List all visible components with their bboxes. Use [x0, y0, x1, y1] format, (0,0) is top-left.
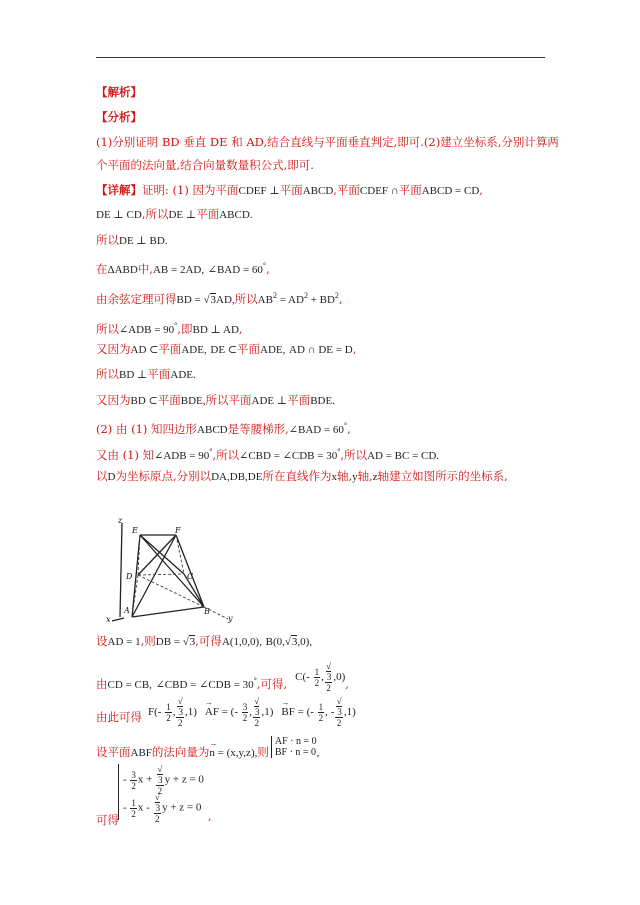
sup: 2: [272, 291, 277, 300]
text: 设: [96, 634, 108, 648]
math: AD,: [216, 293, 235, 306]
num: 1: [318, 701, 324, 712]
math: AD = BC = CD.: [367, 449, 440, 462]
text: 由余弦定理可得: [96, 291, 177, 306]
math: ABCD = CD: [421, 185, 480, 197]
detail-line-12: [96, 468, 508, 485]
degree: °: [337, 447, 341, 456]
math: DE ⊥: [168, 209, 197, 221]
math: ∠CBD = ∠CDB = 30: [239, 449, 338, 462]
after-line-13: 设AD = 1,则DB = √3,可得A(1,0,0), B(0,√3,0),: [96, 634, 313, 648]
frac: [165, 702, 172, 723]
sup: 2: [303, 291, 308, 300]
text: 平面: [157, 393, 181, 407]
degree: °: [209, 447, 213, 456]
text: ,1): [184, 706, 197, 718]
frac: [130, 770, 137, 791]
vector-AF: → AF = (- $\frac{3}{2}$ , √ 3 2 ,1): [205, 706, 274, 718]
math: DB =: [155, 636, 183, 648]
math: ABCD: [197, 423, 228, 436]
den: 2: [336, 718, 342, 729]
analysis-line-2: 个平面的法向量,结合向量数量积公式,即可.: [96, 158, 314, 172]
math: DE: [247, 471, 263, 483]
math: CDEF ∩: [359, 185, 399, 197]
math: ADE.: [170, 369, 196, 381]
num: 1: [166, 701, 171, 712]
den: 2: [131, 808, 136, 819]
text: 可得: [96, 813, 119, 827]
eq: AF · n = 0: [274, 736, 317, 747]
num: 3: [337, 707, 342, 718]
text: 的法向量为: [151, 745, 210, 759]
text: 平面: [398, 183, 422, 197]
equation-system: [118, 764, 204, 824]
text: y + z = 0: [164, 773, 204, 786]
text: -: [310, 706, 317, 718]
after-line-14: [96, 661, 349, 694]
detail-line-5: 由余弦定理可得BD = √3AD,所以$AB^2 = AD^2 + BD^2$,: [96, 291, 343, 306]
text: (2) 由 (1) 知四边形: [96, 421, 198, 436]
text: 又因为: [96, 342, 131, 356]
text: -: [123, 773, 130, 786]
text: ,所以: [141, 207, 169, 221]
math: 3: [210, 293, 217, 306]
den: 2: [131, 780, 136, 791]
text: 由此可得: [96, 710, 142, 724]
text: ,: [345, 676, 349, 691]
frac: [314, 667, 321, 688]
frac: √ 3 2: [157, 764, 163, 796]
geometry-figure: [104, 515, 234, 623]
math: BD ⊂: [130, 395, 158, 407]
math: A(1,0,0),: [221, 636, 262, 648]
jiexi-heading: 【解析】: [96, 85, 142, 99]
text: 所以: [96, 367, 119, 381]
equation-1: [123, 764, 204, 796]
text: 平面: [158, 342, 182, 356]
den: 2: [314, 677, 320, 688]
math: ΔABD: [107, 263, 138, 276]
text: ,: [352, 342, 357, 356]
degree: °: [343, 421, 348, 430]
math: + BD: [307, 293, 335, 306]
num: 3: [254, 707, 260, 718]
text: 由: [96, 676, 108, 691]
math: DE ⊥ BD.: [119, 235, 168, 247]
text: 在: [96, 261, 108, 276]
num: 3: [155, 803, 161, 813]
text: ,平面: [333, 183, 360, 197]
text: x +: [137, 773, 156, 786]
text: x -: [137, 801, 153, 814]
num: 1: [314, 666, 320, 677]
math: ADE,: [260, 344, 286, 356]
eq: BF · n = 0: [274, 747, 317, 758]
math: CDEF ⊥: [238, 185, 280, 197]
math: AB = 2AD,: [152, 263, 205, 276]
text: ,所以: [212, 447, 240, 462]
math: ∠BAD = 60: [207, 263, 263, 276]
frac: √ 3 2: [326, 661, 332, 694]
after-line-19: [96, 812, 119, 828]
top-rule: [96, 57, 545, 58]
den: 2: [177, 718, 183, 729]
math: ∠ADB = 90: [119, 323, 175, 336]
detail-line-1: [96, 182, 483, 199]
den: 2: [242, 712, 248, 723]
text: ,则: [140, 634, 156, 648]
text: ,1): [343, 706, 356, 718]
label-B: B: [204, 607, 210, 616]
math: ∠BAD = 60: [288, 423, 344, 436]
math: DE ⊂: [210, 344, 238, 356]
text: 平面: [237, 342, 261, 356]
text: ,所以: [340, 447, 368, 462]
text: F(: [148, 706, 158, 718]
vec: → AF: [205, 697, 219, 727]
text: 又因为: [96, 393, 131, 407]
math: y: [352, 471, 358, 483]
num: 3: [326, 672, 332, 683]
text: ,0): [333, 670, 346, 683]
math: x: [331, 471, 337, 483]
vec-n: → n: [209, 745, 215, 761]
text: 设平面: [96, 745, 131, 759]
after-line-19-comma: ,: [208, 809, 212, 823]
detail-line-11: [96, 444, 439, 464]
text: 所以: [234, 291, 258, 306]
den: 2: [254, 718, 259, 729]
text: 平面: [196, 207, 220, 221]
label-C: C: [187, 572, 194, 581]
num: 3: [158, 775, 163, 785]
text: 轴,: [357, 469, 373, 483]
text: , -: [325, 706, 335, 718]
text: 是等腰梯形,: [227, 421, 289, 436]
math: ∠CBD = ∠CDB = 30: [155, 678, 254, 691]
math: ∠ADB = 90: [154, 449, 210, 462]
math: = (x,y,z),: [214, 747, 258, 759]
text: -: [234, 706, 241, 718]
text: y + z = 0: [162, 801, 202, 814]
text: 所以: [96, 233, 119, 247]
num: 3: [178, 707, 183, 718]
frac: √ 3 2: [177, 696, 183, 729]
detail-line-2: [96, 206, 253, 223]
sup: 2: [334, 291, 339, 300]
text: 平面: [147, 367, 171, 381]
den: 2: [157, 786, 163, 796]
math: DB,: [229, 471, 248, 483]
label-A: A: [124, 606, 130, 615]
text: C(: [295, 670, 307, 683]
math: AD ∩ DE = D: [289, 344, 353, 356]
label-y: y: [228, 614, 233, 623]
frac: [130, 798, 137, 819]
text: 轴,: [336, 469, 353, 483]
math: = AD: [276, 293, 304, 306]
text: 平面: [279, 183, 303, 197]
degree: °: [253, 676, 257, 685]
detail-line-9: [96, 392, 335, 409]
den: 2: [155, 814, 160, 824]
math: D: [107, 471, 116, 483]
text: ,可得: [195, 634, 222, 648]
text: ,: [238, 321, 243, 336]
detail-tag: 【详解】: [96, 183, 142, 197]
after-line-16: [96, 736, 319, 764]
text: -: [157, 706, 165, 718]
den: 2: [326, 683, 331, 694]
normal-system: [271, 736, 317, 758]
num: 1: [131, 797, 136, 808]
label-z: z: [118, 516, 123, 525]
math: ,0),: [297, 636, 313, 648]
num: 3: [131, 769, 136, 780]
math: AD = 1: [107, 636, 141, 648]
math: ADE,: [181, 344, 207, 356]
math: 3: [189, 636, 196, 648]
fenxi-heading: 【分析】: [96, 110, 142, 124]
frac: √ 3 2: [154, 792, 161, 824]
frac: [318, 702, 325, 723]
text: 为坐标原点,分别以: [115, 469, 212, 483]
text: 以: [96, 469, 108, 483]
label-F: F: [175, 526, 181, 535]
label-E: E: [132, 526, 138, 535]
math: CD = CB,: [107, 678, 152, 691]
text: 所以: [96, 321, 119, 336]
prism-diagram: [104, 515, 234, 623]
label-D: D: [126, 572, 133, 581]
frac: √ 3 2: [336, 696, 342, 729]
math: BD ⊥ AD: [192, 323, 239, 336]
text: ,即: [177, 321, 193, 336]
math: ABF: [130, 747, 152, 759]
text: ,: [347, 421, 351, 436]
text: 又由 (1) 知: [96, 447, 155, 462]
math: BDE,: [180, 395, 206, 407]
text: 中,: [137, 261, 153, 276]
text: = (: [294, 706, 311, 718]
detail-line-3: [96, 232, 168, 249]
math: DA,: [211, 471, 230, 483]
analysis-line-1: (1)分别证明 BD 垂直 DE 和 AD,结合直线与平面垂直判定,即可.(2)建立坐标系,分别计算两: [96, 135, 559, 149]
math: ADE ⊥: [251, 395, 288, 407]
degree: °: [262, 261, 267, 270]
num: 3: [242, 701, 248, 712]
math: ABCD: [302, 185, 334, 197]
math: z: [372, 471, 378, 483]
math: AD ⊂: [130, 344, 159, 356]
detail-line-7: [96, 341, 356, 358]
text: 所以平面: [205, 393, 252, 407]
text: ,: [479, 183, 483, 197]
point-F: F(- $\frac{1}{2}$ , √ 3 2 ,1): [148, 696, 197, 729]
vector-BF: [281, 696, 356, 729]
after-line-15: [96, 696, 356, 729]
den: 2: [166, 712, 171, 723]
math: 3: [291, 636, 298, 648]
text: -: [306, 670, 313, 683]
text: ,: [338, 291, 343, 306]
text: ,可得,: [256, 676, 288, 691]
frac: √ 3 2: [254, 696, 260, 729]
degree: °: [174, 321, 178, 330]
vec: → BF: [281, 697, 294, 727]
den: 2: [318, 712, 324, 723]
detail-line-10: [96, 418, 351, 438]
math: ABCD.: [219, 209, 253, 221]
text: = (: [218, 706, 235, 718]
text: ,: [316, 747, 320, 759]
text: 轴建立如图所示的坐标系,: [377, 469, 508, 483]
detail-line-4: [96, 258, 270, 278]
text: -: [123, 801, 130, 814]
math: B(0,: [265, 636, 285, 648]
text: ,1): [261, 706, 274, 718]
text: 证明: (1) 因为平面: [142, 183, 239, 197]
math: AB: [257, 293, 273, 306]
text: 所在直线作为: [262, 469, 332, 483]
point-C: C(- $\frac{1}{2}$ , √ 3 2 ,0): [295, 661, 346, 694]
equation-2: [123, 792, 204, 824]
detail-line-6: [96, 318, 243, 338]
label-x: x: [106, 615, 111, 623]
math: BD =: [176, 293, 204, 306]
text: ,: [266, 261, 270, 276]
text: 则: [257, 745, 269, 759]
detail-line-8: [96, 366, 196, 383]
math: BD ⊥: [119, 369, 148, 381]
frac: [242, 702, 249, 723]
math: BDE.: [310, 395, 335, 407]
math: DE ⊥ CD: [96, 209, 142, 221]
text: 平面: [287, 393, 311, 407]
